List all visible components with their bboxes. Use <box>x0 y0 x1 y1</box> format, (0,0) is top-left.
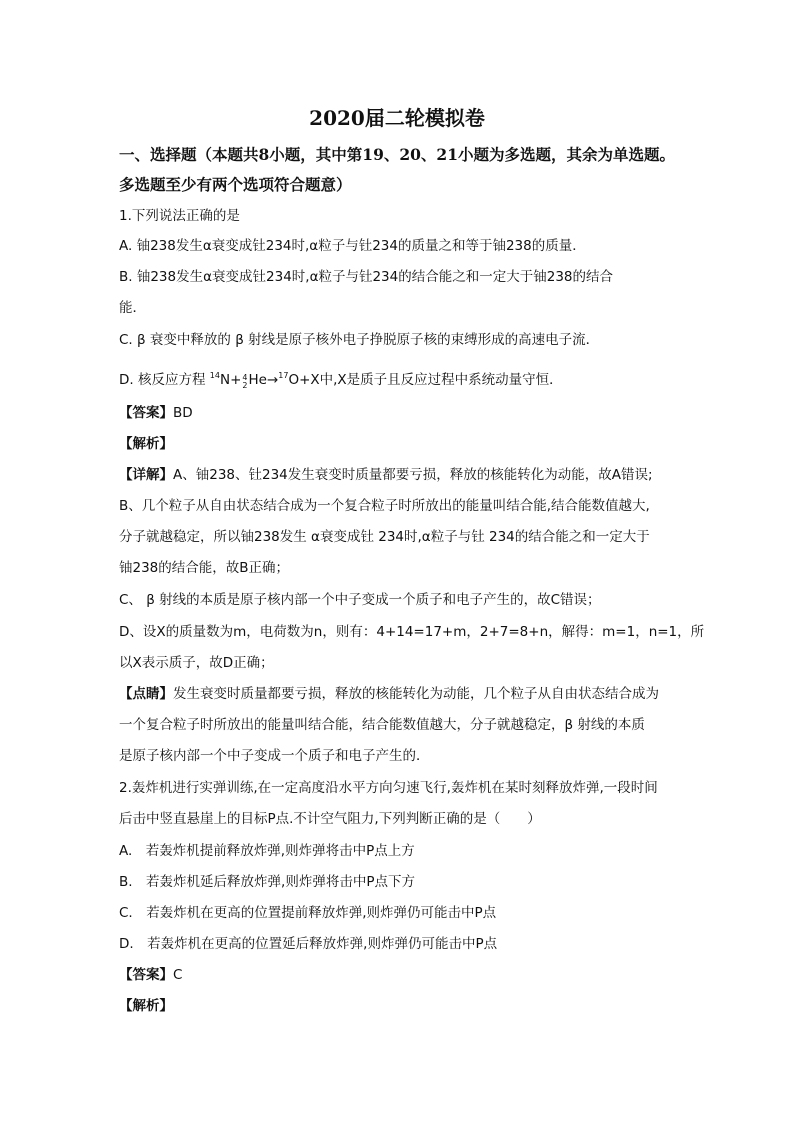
q1-detail-line-3: 分子就越稳定，所以铀238发生 α衰变成钍 234时,α粒子与钍 234的结合能之和一定大于 <box>119 529 650 545</box>
q1-point-line-2: 一个复合粒子时所放出的能量叫结合能，结合能数值越大，分子就越稳定，β 射线的本质 <box>119 717 645 733</box>
q1-point-line-1 <box>119 684 659 704</box>
nitrogen-mass-number: 14 <box>209 371 220 380</box>
helium-mass-number: 4 <box>242 373 248 382</box>
q1-answer <box>119 403 193 423</box>
q2-analysis-tag: 【解析】 <box>119 998 173 1014</box>
section-heading-line-1: 一、选择题（本题共8小题，其中第19、20、21小题为多选题，其余为单选题。 <box>119 145 675 164</box>
helium-symbol: He→ <box>248 372 279 388</box>
section-heading-line-2: 多选题至少有两个选项符合题意） <box>119 175 352 194</box>
q1-detail-line-1 <box>119 465 653 485</box>
point-tag: 【点睛】 <box>119 686 173 702</box>
q2-option-a: A. 若轰炸机提前释放炸弹,则炸弹将击中P点上方 <box>119 843 415 859</box>
answer-value: BD <box>173 405 193 421</box>
q1-analysis-tag: 【解析】 <box>119 436 173 452</box>
q2-option-c: C. 若轰炸机在更高的位置提前释放炸弹,则炸弹仍可能击中P点 <box>119 905 497 921</box>
q2-answer <box>119 965 182 985</box>
q1-detail-line-5: C、 β 射线的本质是原子核内部一个中子变成一个质子和电子产生的，故C错误； <box>119 592 601 608</box>
detail-tag: 【详解】 <box>119 467 173 483</box>
q2-stem-line-1: 2.轰炸机进行实弹训练,在一定高度沿水平方向匀速飞行,轰炸机在某时刻释放炸弹,一段时间 <box>119 780 658 796</box>
q2-option-b: B. 若轰炸机延后释放炸弹,则炸弹将击中P点下方 <box>119 874 415 890</box>
answer-tag: 【答案】 <box>119 405 173 421</box>
helium-nuclide-numbers <box>242 374 247 390</box>
detail-text-1: A、铀238、钍234发生衰变时质量都要亏损，释放的核能转化为动能，故A错误; <box>173 467 653 483</box>
q2-option-d: D. 若轰炸机在更高的位置延后释放炸弹,则炸弹仍可能击中P点 <box>119 936 498 952</box>
answer-value: C <box>173 967 183 983</box>
q1-option-a: A. 铀238发生α衰变成钍234时,α粒子与钍234的质量之和等于铀238的质量． <box>119 238 586 254</box>
q1-detail-line-6: D、设X的质量数为m，电荷数为n，则有：4+14=17+m，2+7=8+n，解得：m=1，n=1，所 <box>119 624 705 640</box>
q1-option-b-line-2: 能． <box>119 300 146 316</box>
q1-stem: 1.下列说法正确的是 <box>119 208 240 224</box>
q2-stem-line-2: 后击中竖直悬崖上的目标P点.不计空气阻力,下列判断正确的是（ ） <box>119 811 541 827</box>
q1-option-d <box>119 366 563 390</box>
page-title: 2020届二轮模拟卷 <box>309 106 485 130</box>
q1-detail-line-4: 铀238的结合能，故B正确； <box>119 560 290 576</box>
q1-detail-line-2: B、几个粒子从自由状态结合成为一个复合粒子时所放出的能量叫结合能,结合能数值越大, <box>119 498 650 514</box>
q1-option-b-line-1: B. 铀238发生α衰变成钍234时,α粒子与钍234的结合能之和一定大于铀238的结合 <box>119 269 614 285</box>
q1-option-d-prefix: D. 核反应方程 <box>119 372 210 388</box>
helium-charge-number: 2 <box>242 381 248 390</box>
point-text-1: 发生衰变时质量都要亏损，释放的核能转化为动能，几个粒子从自由状态结合成为 <box>173 686 659 702</box>
q1-point-line-3: 是原子核内部一个中子变成一个质子和电子产生的． <box>119 748 430 764</box>
q1-option-d-rest: O+X中,X是质子且反应过程中系统动量守恒． <box>288 372 563 388</box>
nitrogen-symbol: N+ <box>219 372 242 388</box>
answer-tag: 【答案】 <box>119 967 173 983</box>
q1-detail-line-7: 以X表示质子，故D正确； <box>119 655 274 671</box>
oxygen-mass-number: 17 <box>278 371 289 380</box>
q1-option-c: C. β 衰变中释放的 β 射线是原子核外电子挣脱原子核的束缚形成的高速电子流． <box>119 332 600 348</box>
